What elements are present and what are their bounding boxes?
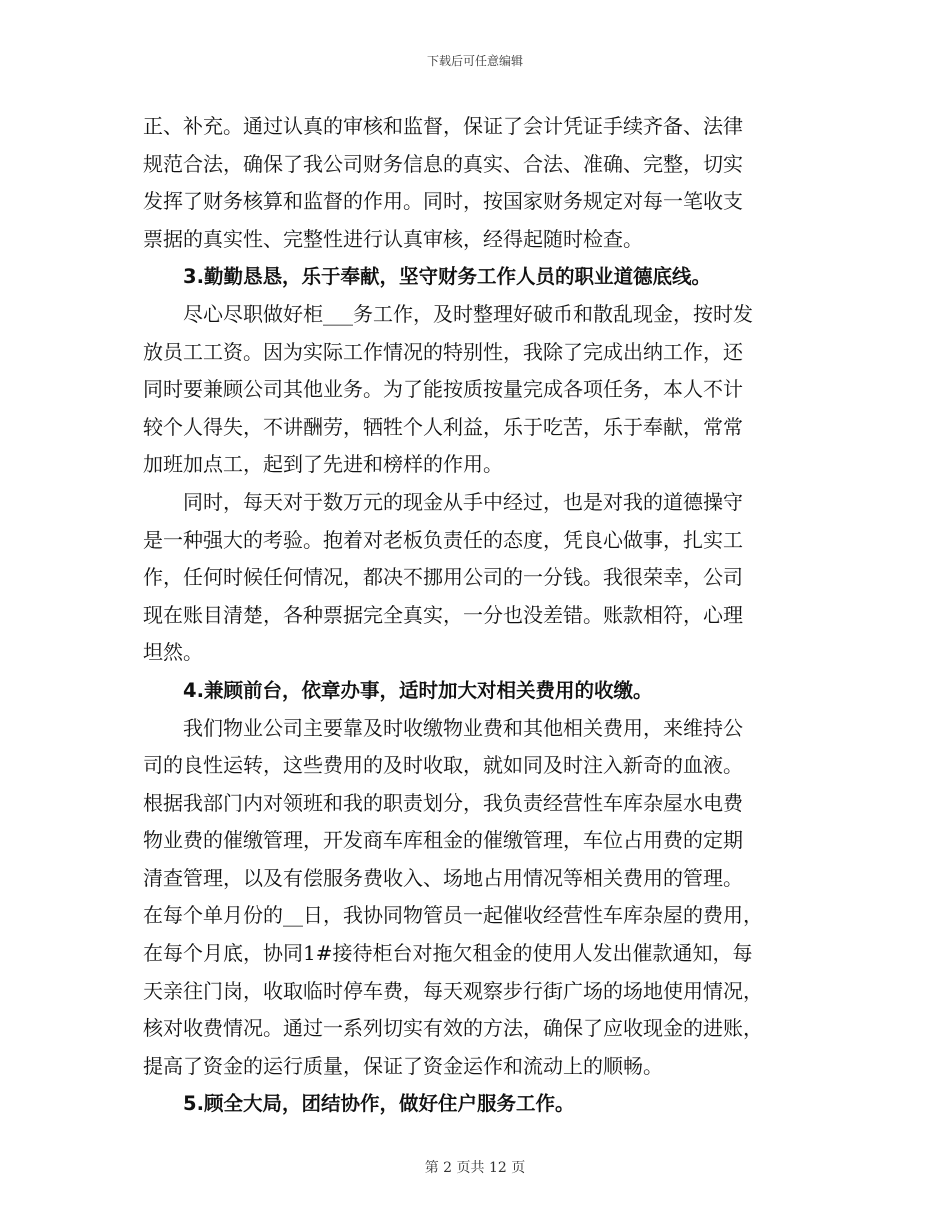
page-header: 下载后可任意编辑 [426,54,523,68]
paragraph-line: 同时要兼顾公司其他业务。为了能按质按量完成各项任务，本人不计 [143,377,743,402]
paragraph-line: 在每个月底，协同1#接待柜台对拖欠租金的使用人发出催款通知，每 [143,941,753,966]
section-heading: 5.顾全大局，团结协作，做好住户服务工作。 [183,1092,575,1116]
paragraph-line: 现在账目清楚，各种票据完全真实，一分也没差错。账款相符，心理 [143,602,743,627]
paragraph-line: 较个人得失，不讲酬劳，牺牲个人利益，乐于吃苦，乐于奉献，常常 [143,414,743,439]
paragraph-line: 加班加点工，起到了先进和榜样的作用。 [143,452,503,477]
section-heading: 4.兼顾前台，依章办事，适时加大对相关费用的收缴。 [183,678,653,702]
paragraph-line: 尽心尽职做好柜___务工作，及时整理好破币和散乱现金，按时发 [183,301,753,326]
paragraph-line: 提高了资金的运行质量，保证了资金运作和流动上的顺畅。 [143,1053,663,1078]
paragraph-line: 在每个单月份的__日，我协同物管员一起催收经营性车库杂屋的费用， [143,903,763,928]
paragraph-line: 票据的真实性、完整性进行认真审核，经得起随时检查。 [143,226,643,251]
page-footer: 第 2 页共 12 页 [424,1160,526,1176]
paragraph-line: 我们物业公司主要靠及时收缴物业费和其他相关费用，来维持公 [183,715,743,740]
paragraph-line: 司的良性运转，这些费用的及时收取，就如同及时注入新奇的血液。 [143,753,743,778]
paragraph-line: 正、补充。通过认真的审核和监督，保证了会计凭证手续齐备、法律 [143,114,743,138]
paragraph-line: 坦然。 [143,640,203,665]
paragraph-line: 同时，每天对于数万元的现金从手中经过，也是对我的道德操守 [183,489,743,514]
paragraph-line: 发挥了财务核算和监督的作用。同时，按国家财务规定对每一笔收支 [143,189,743,214]
paragraph-line: 作，任何时候任何情况，都决不挪用公司的一分钱。我很荣幸，公司 [143,565,743,590]
section-heading: 3.勤勤恳恳，乐于奉献，坚守财务工作人员的职业道德底线。 [183,265,711,289]
paragraph-line: 核对收费情况。通过一系列切实有效的方法，确保了应收现金的进账， [143,1016,763,1041]
paragraph-line: 物业费的催缴管理，开发商车库租金的催缴管理，车位占用费的定期 [143,828,743,853]
paragraph-line: 清查管理，以及有偿服务费收入、场地占用情况等相关费用的管理。 [143,865,743,890]
paragraph-line: 天亲往门岗，收取临时停车费，每天观察步行街广场的场地使用情况， [143,978,763,1003]
paragraph-line: 放员工工资。因为实际工作情况的特别性，我除了完成出纳工作，还 [143,339,743,364]
paragraph-line: 根据我部门内对领班和我的职责划分，我负责经营性车库杂屋水电费 [143,790,743,815]
paragraph-line: 是一种强大的考验。抱着对老板负责任的态度，凭良心做事，扎实工 [143,527,743,552]
document-body [143,108,807,1123]
paragraph-line: 规范合法，确保了我公司财务信息的真实、合法、准确、完整，切实 [143,151,743,176]
